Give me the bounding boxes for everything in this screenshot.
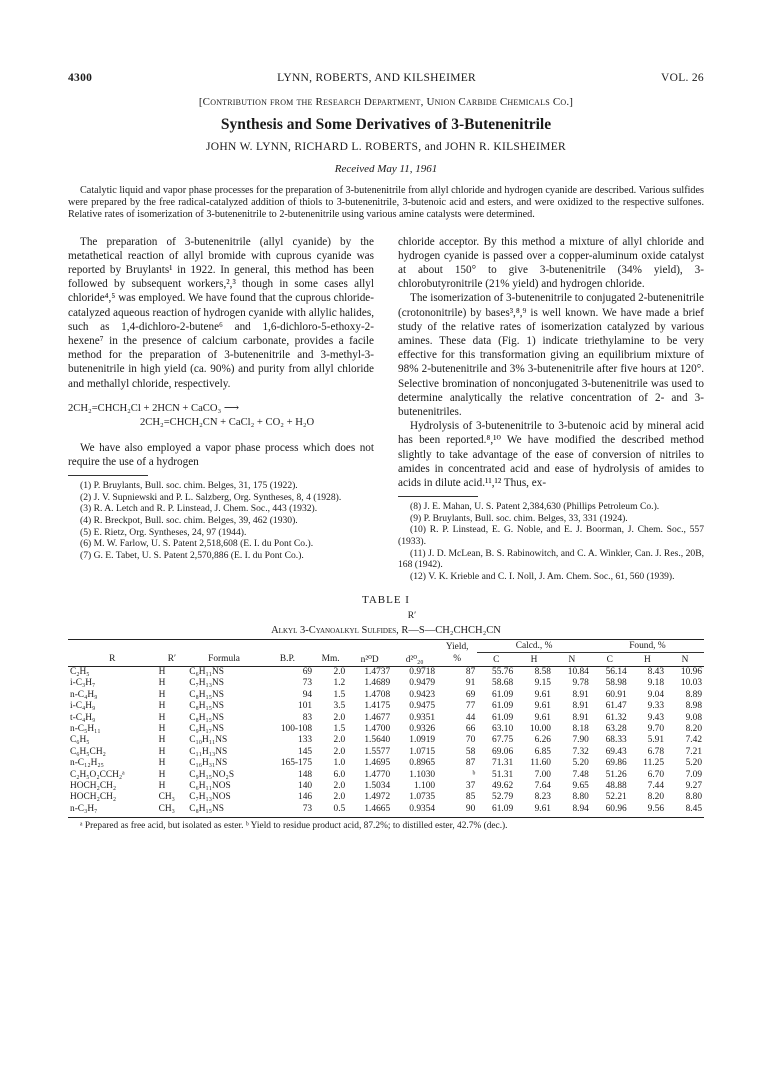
table-cell: 7.42 — [685, 735, 702, 746]
table-cell: 87 — [465, 666, 476, 677]
table-cell: 8.45 — [666, 804, 704, 818]
table-cell: 7.90 — [572, 735, 589, 746]
table-cell: 0.9479 — [409, 678, 436, 689]
table-cell: 61.09 — [477, 804, 515, 818]
table-cell: 8.91 — [572, 689, 589, 700]
table-cell: C₉H₁₅NO₂S — [189, 769, 235, 780]
table-cell: H — [158, 780, 166, 791]
left-column — [68, 235, 374, 583]
table-cell: 49.62 — [492, 780, 514, 791]
col-header-yield: Yield, — [437, 640, 477, 653]
journal-page — [68, 72, 704, 831]
table-cell: 1.100 — [413, 780, 436, 791]
col-header-found: Found, % — [591, 640, 704, 653]
table-cell: 1.4737 — [364, 666, 391, 677]
table-cell: C₁₆H₃₁NS — [189, 758, 228, 769]
table-cell: 77 — [465, 701, 476, 712]
table-cell: C₇H₁₃NOS — [189, 792, 231, 803]
table-cell: 70 — [465, 735, 476, 746]
col-header-found-h: H — [629, 653, 666, 667]
table-cell: 73 — [261, 804, 314, 818]
left-paragraph-2: We have also employed a vapor phase process which does not require the use of a hydrogen — [68, 441, 374, 469]
table-cell: n-C₃H₇ — [68, 804, 157, 818]
right-column — [398, 235, 704, 583]
col-header-r: R — [68, 653, 157, 667]
table-cell: 1.4972 — [364, 792, 391, 803]
table-cell: 51.26 — [605, 769, 627, 780]
table-row — [68, 678, 704, 689]
table-cell: 101 — [298, 701, 313, 712]
equation-line-1: 2CH₂=CHCH₂Cl + 2HCN + CaCO₃ ⟶ — [68, 402, 240, 414]
table-cell: 66 — [465, 723, 476, 734]
table-cell: 1.4700 — [364, 723, 391, 734]
table-cell: HOCH₂CH₂ — [70, 792, 117, 803]
table-cell: 8.94 — [553, 804, 591, 818]
table-cell: 6.78 — [647, 746, 665, 757]
table-cell: 73 — [302, 678, 313, 689]
contribution-line: [Contribution from the Research Department, Union Carbide Chemicals Co.] — [198, 96, 574, 108]
table-cell: 1.5034 — [364, 780, 391, 791]
table-row — [68, 770, 704, 781]
received-date: Received May 11, 1961 — [334, 163, 438, 175]
table-cell: 1.4175 — [364, 701, 391, 712]
table-cell: 37 — [465, 780, 476, 791]
table-cell: 1.0919 — [409, 735, 436, 746]
table-cell: 0.5 — [314, 804, 347, 818]
table-cell: 1.4689 — [364, 678, 391, 689]
table-cell: 61.09 — [492, 689, 514, 700]
col-header-found-n: N — [666, 653, 704, 667]
body-columns — [68, 235, 704, 583]
table-cell: 8.91 — [572, 701, 589, 712]
table-cell: t-C₄H₉ — [70, 712, 96, 723]
col-header-bp: B.P. — [261, 653, 314, 667]
table-cell: 1.4770 — [364, 769, 391, 780]
table-cell: 87 — [465, 758, 476, 769]
table-cell: 8.43 — [647, 666, 665, 677]
table-cell: C₁₁H₁₃NS — [189, 746, 228, 757]
table-cell: n-C₁₂H₂₅ — [70, 758, 104, 769]
table-cell: 1.5640 — [364, 735, 391, 746]
table-body — [68, 666, 704, 817]
footnote: (11) J. D. McLean, B. S. Rabinowitch, and C. A. Winkler, Can. J. Res., 20B, 168 (1942). — [398, 547, 704, 571]
table-cell: 1.4665 — [347, 804, 392, 818]
table-cell: 52.21 — [605, 792, 627, 803]
table-cell: C₈H₁₅NS — [189, 701, 225, 712]
table-cell: 2.0 — [333, 735, 346, 746]
table-cell: 52.79 — [492, 792, 514, 803]
table-cell: 2.0 — [333, 712, 346, 723]
table-cell: 63.28 — [605, 723, 627, 734]
table-cell: C₁₀H₁₁NS — [189, 735, 228, 746]
col-header-rprime: R′ — [157, 653, 188, 667]
table-cell: 0.8965 — [409, 758, 436, 769]
table-cell: 9.61 — [515, 804, 553, 818]
col-header-mm: Mm. — [314, 653, 347, 667]
table-cell: H — [158, 723, 166, 734]
table-cell: 1.5 — [333, 689, 346, 700]
table-cell: 6.85 — [534, 746, 551, 757]
table-cell: 0.9718 — [409, 666, 436, 677]
table-cell: 0.9326 — [409, 723, 436, 734]
table-cell: 133 — [298, 735, 313, 746]
table-cell: 7.32 — [572, 746, 589, 757]
footnote: (6) M. W. Farlow, U. S. Patent 2,518,608 (E. I. du Pont Co.). — [80, 538, 314, 550]
table-cell: 58.68 — [492, 678, 514, 689]
table-cell: 1.0715 — [409, 746, 436, 757]
table-cell: C₆H₁₁NS — [189, 666, 225, 677]
table-cell: H — [158, 769, 166, 780]
table-label: TABLE I — [362, 594, 410, 607]
table-cell: i-C₃H₇ — [70, 678, 96, 689]
table-cell: 9.61 — [534, 701, 551, 712]
table-cell: 1.0 — [333, 758, 346, 769]
col-header-calcd: Calcd., % — [477, 640, 591, 653]
table-cell: H — [158, 678, 166, 689]
table-cell: 85 — [465, 792, 476, 803]
table-cell: C₆H₅CH₂ — [70, 746, 106, 757]
table-row — [68, 690, 704, 701]
footnote: (8) J. E. Mahan, U. S. Patent 2,384,630 (Phillips Petroleum Co.). — [410, 501, 660, 513]
col-header-yield-unit: % — [437, 653, 477, 667]
table-cell: 63.10 — [492, 723, 514, 734]
author-list: JOHN W. LYNN, RICHARD L. ROBERTS, and JOHN R. KILSHEIMER — [206, 141, 566, 153]
col-header-found-c: C — [591, 653, 629, 667]
table-cell: 2.0 — [333, 780, 346, 791]
table-cell: 69 — [302, 666, 313, 677]
table-cell: 0.9351 — [409, 712, 436, 723]
table-cell: C₉H₁₇NS — [189, 723, 225, 734]
reaction-equation — [68, 402, 374, 430]
table-cell: 83 — [302, 712, 313, 723]
table-row — [68, 735, 704, 746]
footnote-rule — [68, 475, 148, 476]
table-cell: 8.20 — [685, 723, 702, 734]
table-cell: 9.18 — [647, 678, 665, 689]
table-cell: 9.04 — [647, 689, 665, 700]
footnote: (10) R. P. Linstead, E. G. Noble, and E. J. Boorman, J. Chem. Soc., 557 (1933). — [398, 524, 704, 548]
table-cell: 51.31 — [492, 769, 514, 780]
table-cell: 61.32 — [605, 712, 627, 723]
table-row — [68, 792, 704, 803]
table-cell: 6.26 — [534, 735, 551, 746]
abstract: Catalytic liquid and vapor phase processes for the preparation of 3-butenenitrile from allyl chloride and hydrogen cyanide are described. Various sulfides were prepared by the free radical-catalyzed addition of thiols to 3-butenenitrile, 3-butenoic acid and esters, and were oxidized to the respective sulfones. Relative rates of isomerization of 3-butenenitrile to 2-butenenitrile using various amine catalysts were determined. — [68, 185, 704, 221]
table-cell: 1.5577 — [364, 746, 391, 757]
table-cell: C₈H₁₅NS — [189, 689, 225, 700]
volume-label: VOL. 26 — [661, 72, 704, 84]
running-title: LYNN, ROBERTS, AND KILSHEIMER — [277, 72, 477, 84]
table-cell: HOCH₂CH₂ — [70, 780, 117, 791]
table-row — [68, 724, 704, 735]
table-cell: 55.76 — [492, 666, 514, 677]
footnote: (12) V. K. Krieble and C. I. Noll, J. Am. Chem. Soc., 61, 560 (1939). — [410, 570, 675, 582]
equation-line-2: 2CH₂=CHCH₂CN + CaCl₂ + CO₂ + H₂O — [140, 416, 315, 428]
table-cell: i-C₄H₉ — [70, 701, 96, 712]
table-cell: C₈H₁₅NS — [187, 804, 261, 818]
table-cell: 69 — [465, 689, 476, 700]
table-cell: 1.0735 — [409, 792, 436, 803]
table-cell: 9.08 — [685, 712, 702, 723]
table-cell: 7.21 — [685, 746, 702, 757]
col-header-nd: n²⁰D — [347, 653, 392, 667]
table-cell: H — [158, 735, 166, 746]
table-cell: 0.9354 — [392, 804, 437, 818]
table-cell: 9.15 — [534, 678, 551, 689]
table-cell: 145 — [298, 746, 313, 757]
table-cell: 2.0 — [333, 666, 346, 677]
table-cell: 1.2 — [333, 678, 346, 689]
table-cell: 58 — [465, 746, 476, 757]
table-cell: 165-175 — [280, 758, 313, 769]
table-cell: 5.20 — [685, 758, 702, 769]
table-row — [68, 781, 704, 792]
table-cell: 11.25 — [643, 758, 665, 769]
table-cell: 146 — [298, 792, 313, 803]
table-cell: 1.4708 — [364, 689, 391, 700]
table-cell: 69.43 — [605, 746, 627, 757]
table-cell: 58.98 — [605, 678, 627, 689]
table-cell: C₇H₁₃NS — [189, 678, 225, 689]
footnote-rule — [398, 496, 478, 497]
table-cell: 8.98 — [685, 701, 702, 712]
col-header-calcd-h: H — [515, 653, 553, 667]
footnote: (3) R. A. Letch and R. P. Linstead, J. Chem. Soc., 443 (1932). — [80, 503, 318, 515]
table-cell: 68.33 — [605, 735, 627, 746]
table-cell: C₂H₅ — [70, 666, 90, 677]
table-cell: 100-108 — [280, 723, 313, 734]
col-header-formula: Formula — [187, 653, 261, 667]
table-cell: 2.0 — [333, 746, 346, 757]
table-cell: 1.4677 — [364, 712, 391, 723]
table-cell: H — [158, 701, 166, 712]
table-rprime-label: R′ — [407, 611, 417, 622]
right-paragraph-1: chloride acceptor. By this method a mixture of allyl chloride and hydrogen cyanide is passed over a copper-aluminum oxide catalyst at about 150° to give 3-butenenitrile (34% yield), 3-chlorobutyronitrile (21% yield) and hydrogen chloride. — [398, 235, 704, 291]
table-caption: Alkyl 3-Cyanoalkyl Sulfides, R—S—CH₂CHCH₂CN — [271, 625, 501, 637]
table-cell: 94 — [302, 689, 313, 700]
table-cell: 9.27 — [685, 780, 702, 791]
table-cell: H — [158, 746, 166, 757]
table-cell: 60.96 — [591, 804, 629, 818]
table-cell: 90 — [437, 804, 477, 818]
table-cell: 56.14 — [605, 666, 627, 677]
footnote: (9) P. Bruylants, Bull. soc. chim. Belges, 33, 331 (1924). — [410, 512, 628, 524]
table-cell: 9.56 — [629, 804, 666, 818]
table-row — [68, 758, 704, 769]
table-row — [68, 701, 704, 712]
table-row — [68, 747, 704, 758]
page-number: 4300 — [68, 72, 93, 84]
table-cell: 10.00 — [529, 723, 551, 734]
table-cell: 148 — [298, 769, 313, 780]
table-row — [68, 666, 704, 678]
table-cell: 7.44 — [647, 780, 665, 791]
table-cell: 7.09 — [685, 769, 702, 780]
table-cell: 48.88 — [605, 780, 627, 791]
table-cell: 61.47 — [605, 701, 627, 712]
col-header-calcd-n: N — [553, 653, 591, 667]
table-cell: 5.20 — [572, 758, 589, 769]
table-footnote: ᵃ Prepared as free acid, but isolated as ester. ᵇ Yield to residue product acid, 87.2%; to distilled ester, 42.7% (dec.). — [80, 821, 508, 832]
table-cell: 9.65 — [572, 780, 589, 791]
table-cell: 8.20 — [647, 792, 665, 803]
table-cell: 8.80 — [685, 792, 702, 803]
table-cell: C₆H₁₁NOS — [189, 780, 231, 791]
table-cell: 1.1030 — [409, 769, 436, 780]
table-cell: 10.84 — [567, 666, 589, 677]
col-header-calcd-c: C — [477, 653, 515, 667]
footnote: (5) E. Rietz, Org. Syntheses, 24, 97 (1944). — [80, 526, 247, 538]
table-cell: ᵇ — [472, 769, 476, 780]
table-cell: 0.9475 — [409, 701, 436, 712]
table-cell: 0.9423 — [409, 689, 436, 700]
footnote: (7) G. E. Tabet, U. S. Patent 2,570,886 (E. I. du Pont Co.). — [80, 549, 304, 561]
table-cell: CH₃ — [158, 792, 175, 803]
article-title: Synthesis and Some Derivatives of 3-Butenenitrile — [220, 116, 552, 133]
table-cell: 69.86 — [605, 758, 627, 769]
table-cell: 3.5 — [333, 701, 346, 712]
table-row — [68, 713, 704, 724]
table-cell: 1.4695 — [364, 758, 391, 769]
left-paragraph-1: The preparation of 3-butenenitrile (allyl cyanide) by the metathetical reaction of allyl bromide with cuprous cyanide was reported by Bruylants¹ in 1922. In general, this method has been followed by subsequent workers,²,³ though in some cases allyl chloride⁴,⁵ was employed. We have found that the cuprous chloride-catalyzed aqueous reaction of hydrogen cyanide with allylic halides, such as 1,4-dichloro-2-butene⁶ and 1,6-dichloro-5-ethoxy-2-hexene⁷ in the presence of calcium carbonate, provides a facile method for the preparation of 3-butenenitrile and 3-methyl-3-butenenitrile in high yield (ca. 90%) and purity from allyl chloride and methallyl chloride, respectively. — [68, 235, 374, 390]
data-table — [68, 639, 704, 818]
table-row — [68, 804, 704, 818]
table-cell: 11.60 — [530, 758, 551, 769]
table-cell: 2.0 — [333, 792, 346, 803]
col-header-r — [68, 640, 157, 653]
footnote: (4) R. Breckpot, Bull. soc. chim. Belges, 39, 462 (1930). — [80, 515, 298, 527]
table-cell: 9.78 — [572, 678, 589, 689]
col-header-density: d²⁰₂₀ — [392, 653, 437, 667]
right-paragraph-2: The isomerization of 3-butenenitrile to conjugated 2-butenenitrile (crotononitrile) by bases³,⁸,⁹ is well known. We have made a brief study of the relative rates of isomerization catalyzed by various amines. These data (Fig. 1) indicate triethylamine to be very effective for this transformation giving an equilibrium mixture of 98% 2-butenenitrile and 3% 3-butenenitrile after five hours at 120°. Selective bromination of nonconjugated 3-butenenitrile was used to determine analytically the relative concentration of 2- and 3-butenenitriles. — [398, 292, 704, 419]
table-cell: 8.89 — [685, 689, 702, 700]
table-cell: 140 — [298, 780, 313, 791]
table-cell: 8.91 — [572, 712, 589, 723]
table-cell: 61.09 — [492, 712, 514, 723]
table-cell: 9.70 — [647, 723, 665, 734]
table-cell: C₂H₅O₂CCH₂ᵃ — [70, 769, 125, 780]
table-cell: H — [158, 666, 166, 677]
footnote: (1) P. Bruylants, Bull. soc. chim. Belges, 31, 175 (1922). — [80, 480, 298, 492]
table-cell: CH₃ — [157, 804, 188, 818]
table-cell: 69.06 — [492, 746, 514, 757]
table-cell: n-C₅H₁₁ — [70, 723, 101, 734]
table-cell: 7.64 — [534, 780, 551, 791]
table-cell: 6.0 — [333, 769, 346, 780]
table-cell: 9.61 — [534, 689, 551, 700]
table-cell: 67.75 — [492, 735, 514, 746]
table-cell: 60.91 — [605, 689, 627, 700]
table-cell: 5.91 — [647, 735, 665, 746]
table-cell: 61.09 — [492, 701, 514, 712]
table-cell: 7.00 — [534, 769, 551, 780]
table-cell: n-C₄H₉ — [70, 689, 98, 700]
table-cell: 91 — [465, 678, 476, 689]
table-cell: H — [158, 689, 166, 700]
table-cell: 10.03 — [680, 678, 702, 689]
table-cell: H — [158, 758, 166, 769]
table-cell: 44 — [465, 712, 476, 723]
table-cell: 1.5 — [333, 723, 346, 734]
table-cell: 8.23 — [534, 792, 551, 803]
table-cell: 10.96 — [680, 666, 702, 677]
table-cell: H — [158, 712, 166, 723]
table-cell: C₆H₅ — [70, 735, 90, 746]
table-cell: 8.80 — [572, 792, 589, 803]
table-cell: 7.48 — [572, 769, 589, 780]
running-header — [68, 72, 704, 84]
table-cell: 71.31 — [492, 758, 514, 769]
table-cell: 8.58 — [534, 666, 551, 677]
footnote: (2) J. V. Supniewski and P. L. Salzberg, Org. Syntheses, 8, 4 (1928). — [80, 491, 342, 503]
table-cell: 9.33 — [647, 701, 665, 712]
table-cell: 9.43 — [647, 712, 665, 723]
table-cell: 6.70 — [647, 769, 665, 780]
right-paragraph-3: Hydrolysis of 3-butenenitrile to 3-butenoic acid by mineral acid has been reported.⁸,¹⁰ We have modified the described method slightly to take advantage of the ease of conversion of nitriles to amides in concentrated acid and ease of hydrolysis of amides to acids in dilute acid.¹¹,¹² Thus, ex- — [398, 420, 704, 490]
table-cell: 8.18 — [572, 723, 589, 734]
table-cell: C₈H₁₅NS — [189, 712, 225, 723]
table-cell: 9.61 — [534, 712, 551, 723]
